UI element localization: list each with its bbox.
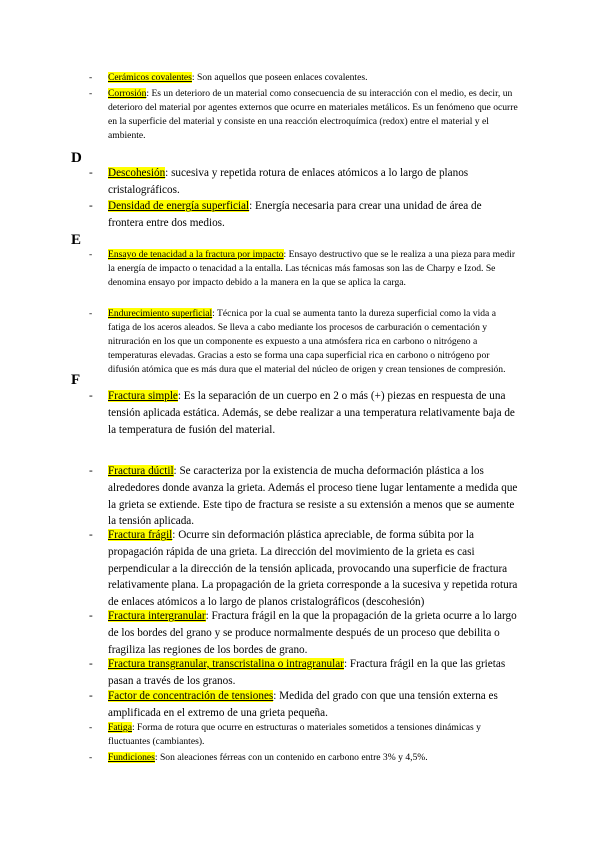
list-dash: - (89, 722, 93, 733)
glossary-entry-fractura-transgranular (89, 656, 518, 690)
definition-text: : Se caracteriza por la existencia de mucha deformación plástica a los alrededores donde avanza la grieta. Además el proceso tiene lugar lentamente a medida que la grieta se extiende. Este tipo de fractura se resiste a su extensión a menos que se aumente la tensión aplicada. (108, 465, 518, 528)
glossary-entry-descohesion (89, 165, 518, 199)
list-dash: - (89, 249, 93, 260)
list-dash: - (89, 308, 93, 319)
definition-text: : Fractura frágil en la que las grietas pasan a través de los granos. (108, 658, 506, 687)
definition-text: : Medida del grado con que una tensión externa es amplificada en el extremo de una grieta pequeña. (108, 690, 498, 719)
term-highlight: Endurecimiento superficial (108, 308, 213, 319)
term-highlight: Factor de concentración de tensiones (108, 690, 274, 702)
list-dash: - (89, 752, 93, 763)
section-letter-e: E (71, 232, 82, 248)
definition-text: : Fractura frágil en la que la propagación de la grieta ocurre a lo largo de los bordes del grano y se produce normalmente después de un proceso que debilita o fragiliza las regiones de los bordes de grano. (108, 610, 517, 656)
glossary-entry-fractura-simple (89, 388, 518, 438)
list-dash: - (89, 529, 93, 541)
definition-text: : Es un deterioro de un material como consecuencia de su interacción con el medio, es decir, un deterioro del material por agentes externos que ocurre en materiales metálicos. Es un fenómeno que ocurre en la superficie del material y consiste en una reacción electroquímica (redox) entre el material y el ambiente. (108, 88, 518, 141)
glossary-entry-factor-concentracion (89, 688, 518, 722)
term-highlight: Fatiga (108, 722, 132, 733)
glossary-entry-corrosion (89, 87, 518, 143)
glossary-entry-fractura-fragil (89, 527, 518, 611)
term-highlight: Fractura intergranular (108, 610, 206, 622)
list-dash: - (89, 88, 93, 99)
glossary-entry-endurecimiento (89, 307, 518, 377)
definition-text: : Son aquellos que poseen enlaces covalentes. (191, 72, 368, 83)
section-letter-f: F (71, 372, 81, 388)
list-dash: - (89, 72, 93, 83)
definition-text: : Forma de rotura que ocurre en estructuras o materiales sometidos a tensiones dinámicas y fluctuantes (cambiantes). (108, 722, 481, 747)
glossary-entry-densidad-energia (89, 198, 518, 232)
term-highlight: Cerámicos covalentes (108, 72, 192, 83)
term-highlight: Densidad de energía superficial (108, 200, 250, 212)
glossary-entry-ceramicos-covalentes (89, 71, 518, 85)
term-highlight: Fractura transgranular, transcristalina o intragranular (108, 658, 344, 670)
glossary-entry-fundiciones (89, 751, 518, 765)
term-highlight: Descohesión (108, 167, 166, 179)
list-dash: - (89, 390, 93, 402)
glossary-entry-fractura-ductil (89, 463, 518, 530)
list-dash: - (89, 167, 93, 179)
section-letter-d: D (71, 150, 82, 166)
list-dash: - (89, 658, 93, 670)
list-dash: - (89, 690, 93, 702)
glossary-entry-fatiga (89, 721, 518, 749)
term-highlight: Fundiciones (108, 752, 155, 763)
term-highlight: Fractura dúctil (108, 465, 174, 477)
definition-text: : Técnica por la cual se aumenta tanto la dureza superficial como la vida a fatiga de los aceros aleados. Se lleva a cabo mediante los procesos de carburación o cementación y nitruración en los que un componente es expuesto a una atmósfera rica en carbono o nitrógeno a temperaturas elevadas. Gracias a esto se forma una capa superficial rica en carbono o nitrógeno por difusión atómica que es más dura que el material del núcleo de origen y crean tensiones de compresión. (108, 308, 506, 375)
glossary-entry-ensayo-tenacidad (89, 248, 518, 290)
term-highlight: Ensayo de tenacidad a la fractura por impacto (108, 249, 284, 260)
term-highlight: Fractura frágil (108, 529, 173, 541)
list-dash: - (89, 610, 93, 622)
term-highlight: Corrosión (108, 88, 147, 99)
definition-text: : Energía necesaria para crear una unidad de área de frontera entre dos medios. (108, 200, 482, 229)
list-dash: - (89, 200, 93, 212)
definition-text: : Son aleaciones férreas con un contenido en carbono entre 3% y 4,5%. (154, 752, 428, 763)
list-dash: - (89, 465, 93, 477)
term-highlight: Fractura simple (108, 390, 178, 402)
definition-text: : sucesiva y repetida rotura de enlaces atómicos a lo largo de planos cristalográficos. (108, 167, 469, 196)
definition-text: : Ocurre sin deformación plástica apreciable, de forma súbita por la propagación rápida de una grieta. La dirección del movimiento de la grieta es casi perpendicular a la dirección de la tensión aplicada, provocando una superficie de fractura relativamente plana. La propagación de la grieta corresponde a la sucesiva y repetida rotura de enlaces atómicos a lo largo de planos cristalográficos (descohesión) (108, 529, 518, 609)
definition-text: : Ensayo destructivo que se le realiza a una pieza para medir la energía de impacto o tenacidad a la entalla. Las técnicas más famosas son las de Charpy e Izod. Se denomina ensayo por impacto debido a la manera en la que se aplica la carga. (108, 249, 516, 288)
definition-text: : Es la separación de un cuerpo en 2 o más (+) piezas en respuesta de una tensión aplicada estática. Además, se debe realizar a una temperatura relativamente baja de la temperatura de fusión del material. (108, 390, 515, 436)
glossary-entry-fractura-intergranular (89, 608, 518, 658)
